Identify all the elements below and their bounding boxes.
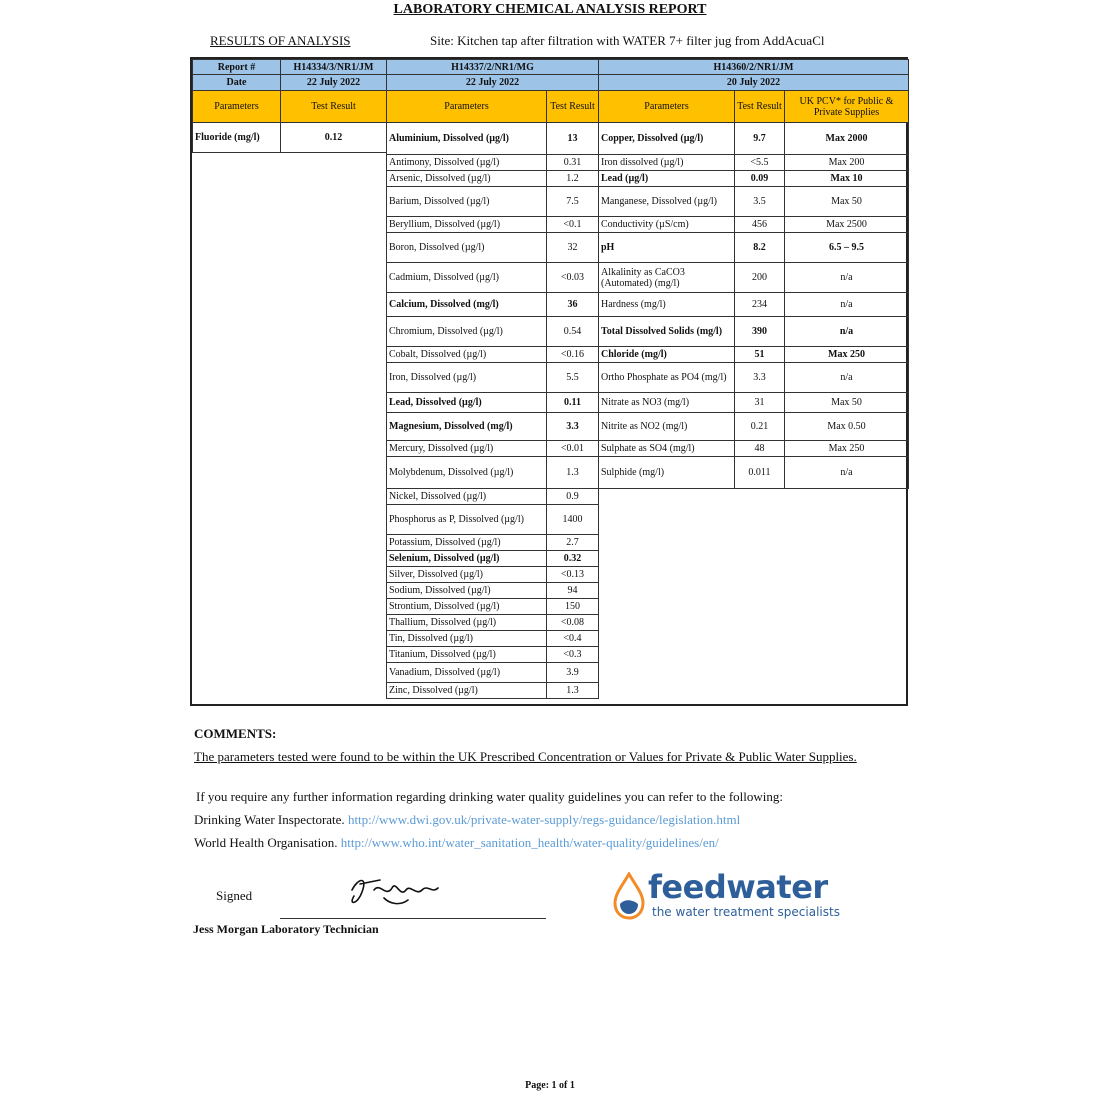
table-cell-param: Nickel, Dissolved (µg/l): [387, 489, 547, 505]
dwi-reference: [194, 812, 740, 828]
table-cell-value: 1400: [547, 505, 599, 535]
water-drop-icon: [612, 872, 646, 920]
signer-name: Jess Morgan Laboratory Technician: [193, 922, 379, 936]
table-cell-value: 0.21: [735, 413, 785, 441]
table-row: [387, 347, 599, 363]
param-header: Parameters: [387, 91, 547, 123]
table-row: [387, 489, 599, 505]
comments-heading: COMMENTS:: [194, 726, 277, 741]
param-header: Parameters: [599, 91, 735, 123]
result-header: Test Result: [547, 91, 599, 123]
who-link[interactable]: http://www.who.int/water_sanitation_health/water-quality/guidelines/en/: [340, 835, 719, 850]
table-cell-param: Barium, Dissolved (µg/l): [387, 187, 547, 217]
table-cell-value: 0.11: [547, 393, 599, 413]
table-row: [599, 441, 909, 457]
section3-table: [598, 59, 909, 489]
table-cell-param: Nitrite as NO2 (mg/l): [599, 413, 735, 441]
result-header: Test Result: [281, 91, 387, 123]
table-cell-value: 94: [547, 583, 599, 599]
table-row: [387, 171, 599, 187]
table-cell-value: 3.5: [735, 187, 785, 217]
table-cell-value: <0.01: [547, 441, 599, 457]
table-row: [599, 457, 909, 489]
table-cell-param: Strontium, Dissolved (µg/l): [387, 599, 547, 615]
table-cell-value: 3.9: [547, 663, 599, 683]
table-cell-value: 51: [735, 347, 785, 363]
report-date: 22 July 2022: [281, 75, 387, 91]
table-cell-param: Vanadium, Dissolved (µg/l): [387, 663, 547, 683]
param-header: Parameters: [193, 91, 281, 123]
table-cell-param: Chromium, Dissolved (µg/l): [387, 317, 547, 347]
table-row: [599, 363, 909, 393]
table-cell-value: 1.2: [547, 171, 599, 187]
table-cell-value: <0.03: [547, 263, 599, 293]
table-cell-param: Silver, Dissolved (µg/l): [387, 567, 547, 583]
table-row: [599, 393, 909, 413]
table-cell-param: Antimony, Dissolved (µg/l): [387, 155, 547, 171]
table-cell-param: Iron, Dissolved (µg/l): [387, 363, 547, 393]
table-cell-param: Alkalinity as CaCO3 (Automated) (mg/l): [599, 263, 735, 293]
table-cell-param: Cobalt, Dissolved (µg/l): [387, 347, 547, 363]
table-row: [599, 187, 909, 217]
table-cell-value: 150: [547, 599, 599, 615]
table-cell-value: 234: [735, 293, 785, 317]
section1-table: [192, 59, 387, 153]
table-cell-value: 3.3: [735, 363, 785, 393]
table-cell-param: Molybdenum, Dissolved (µg/l): [387, 457, 547, 489]
table-cell-limit: Max 2500: [785, 217, 909, 233]
table-row: [387, 599, 599, 615]
signature-line: [280, 918, 546, 919]
table-cell-limit: n/a: [785, 457, 909, 489]
table-cell-limit: Max 50: [785, 187, 909, 217]
table-cell-value: <0.08: [547, 615, 599, 631]
table-cell-value: 0.31: [547, 155, 599, 171]
table-cell-param: Iron dissolved (µg/l): [599, 155, 735, 171]
table-row: [387, 155, 599, 171]
table-cell-value: 1.3: [547, 683, 599, 699]
table-cell-param: Manganese, Dissolved (µg/l): [599, 187, 735, 217]
table-row: [599, 413, 909, 441]
table-row: [387, 583, 599, 599]
table-cell-param: Phosphorus as P, Dissolved (µg/l): [387, 505, 547, 535]
table-cell-param: Sulphide (mg/l): [599, 457, 735, 489]
table-row: [599, 347, 909, 363]
table-cell-param: pH: [599, 233, 735, 263]
table-cell-value: 5.5: [547, 363, 599, 393]
guidelines-info: If you require any further information regarding drinking water quality guidelines you can refer to the following:: [196, 789, 783, 804]
table-cell-value: 13: [547, 123, 599, 155]
table-cell-param: Lead, Dissolved (µg/l): [387, 393, 547, 413]
logo-tagline: the water treatment specialists: [652, 905, 840, 919]
signature-image: [340, 868, 450, 913]
table-row: [387, 567, 599, 583]
table-row: [599, 263, 909, 293]
table-row: [599, 293, 909, 317]
table-cell-value: 390: [735, 317, 785, 347]
table-row: [387, 615, 599, 631]
table-cell-param: Aluminium, Dissolved (µg/l): [387, 123, 547, 155]
table-cell-param: Copper, Dissolved (µg/l): [599, 123, 735, 155]
table-cell-value: 0.011: [735, 457, 785, 489]
comments-text: The parameters tested were found to be within the UK Prescribed Concentration or Values for Private & Public Water Supplies.: [194, 749, 857, 764]
table-cell-param: Selenium, Dissolved (µg/l): [387, 551, 547, 567]
table-row: [387, 413, 599, 441]
table-row: [387, 457, 599, 489]
table-cell-value: 200: [735, 263, 785, 293]
table-cell-param: Sulphate as SO4 (mg/l): [599, 441, 735, 457]
table-cell-param: Mercury, Dissolved (µg/l): [387, 441, 547, 457]
table-cell-param: Total Dissolved Solids (mg/l): [599, 317, 735, 347]
table-cell-param: Beryllium, Dissolved (µg/l): [387, 217, 547, 233]
table-cell-limit: Max 250: [785, 441, 909, 457]
table-row: [387, 187, 599, 217]
who-label: World Health Organisation.: [194, 835, 338, 850]
page-number: Page: 1 of 1: [525, 1080, 575, 1091]
limit-header: UK PCV* for Public & Private Supplies: [785, 91, 909, 123]
table-cell-value: 1.3: [547, 457, 599, 489]
table-row: [599, 317, 909, 347]
table-cell-param: Titanium, Dissolved (µg/l): [387, 647, 547, 663]
table-cell-value: 36: [547, 293, 599, 317]
table-cell-param: Tin, Dissolved (µg/l): [387, 631, 547, 647]
table-row: [387, 441, 599, 457]
table-cell-value: <0.3: [547, 647, 599, 663]
table-cell-limit: n/a: [785, 293, 909, 317]
table-cell-limit: Max 250: [785, 347, 909, 363]
table-row: [387, 363, 599, 393]
who-reference: [194, 835, 719, 851]
table-cell-value: <0.4: [547, 631, 599, 647]
table-cell-param: Cadmium, Dissolved (µg/l): [387, 263, 547, 293]
table-row: [387, 317, 599, 347]
table-cell-param: Calcium, Dissolved (mg/l): [387, 293, 547, 317]
table-cell-value: <0.16: [547, 347, 599, 363]
dwi-label: Drinking Water Inspectorate.: [194, 812, 345, 827]
table-row: [387, 683, 599, 699]
table-cell-limit: n/a: [785, 317, 909, 347]
table-cell-value: 3.3: [547, 413, 599, 441]
table-row: [387, 393, 599, 413]
table-cell-param: Potassium, Dissolved (µg/l): [387, 535, 547, 551]
table-cell-value: <5.5: [735, 155, 785, 171]
date-label: Date: [193, 75, 281, 91]
table-row: [599, 233, 909, 263]
dwi-link[interactable]: http://www.dwi.gov.uk/private-water-supply/regs-guidance/legislation.html: [347, 812, 741, 827]
table-row: [599, 217, 909, 233]
site-description: Site: Kitchen tap after filtration with WATER 7+ filter jug from AddAcuaCl: [430, 33, 825, 48]
table-cell-value: 8.2: [735, 233, 785, 263]
table-row: [387, 663, 599, 683]
table-cell-limit: Max 0.50: [785, 413, 909, 441]
table-row: [387, 293, 599, 317]
report-title: LABORATORY CHEMICAL ANALYSIS REPORT: [393, 2, 707, 17]
results-heading: RESULTS OF ANALYSIS: [210, 33, 351, 48]
table-cell-value: 0.54: [547, 317, 599, 347]
table-row: [387, 233, 599, 263]
table-cell-value: <0.1: [547, 217, 599, 233]
table-cell-limit: n/a: [785, 263, 909, 293]
results-table: [190, 57, 908, 706]
table-cell-value: 31: [735, 393, 785, 413]
table-row: [387, 551, 599, 567]
result-header: Test Result: [735, 91, 785, 123]
table-cell-limit: 6.5 – 9.5: [785, 233, 909, 263]
table-cell-param: Ortho Phosphate as PO4 (mg/l): [599, 363, 735, 393]
table-row: [387, 535, 599, 551]
report-id: H14334/3/NR1/JM: [281, 60, 387, 75]
table-cell-value: 2.7: [547, 535, 599, 551]
section2-table: [386, 59, 599, 699]
table-cell-limit: n/a: [785, 363, 909, 393]
table-row: [387, 123, 599, 155]
table-cell-value: 48: [735, 441, 785, 457]
table-cell-param: Arsenic, Dissolved (µg/l): [387, 171, 547, 187]
logo-wordmark: feedwater: [648, 868, 828, 906]
table-row: [599, 171, 909, 187]
table-cell-value: <0.13: [547, 567, 599, 583]
table-cell-param: Zinc, Dissolved (µg/l): [387, 683, 547, 699]
table-cell-param: Conductivity (µS/cm): [599, 217, 735, 233]
table-cell-param: Hardness (mg/l): [599, 293, 735, 317]
signed-label: Signed: [216, 888, 253, 903]
report-date: 22 July 2022: [387, 75, 599, 91]
table-cell-value: 0.9: [547, 489, 599, 505]
table-cell-param: Nitrate as NO3 (mg/l): [599, 393, 735, 413]
report-id: H14337/2/NR1/MG: [387, 60, 599, 75]
table-cell-value: 7.5: [547, 187, 599, 217]
table-cell-value: 32: [547, 233, 599, 263]
table-cell-limit: Max 10: [785, 171, 909, 187]
table-cell-limit: Max 200: [785, 155, 909, 171]
table-cell-value: 0.32: [547, 551, 599, 567]
table-row: [387, 263, 599, 293]
table-cell-param: Sodium, Dissolved (µg/l): [387, 583, 547, 599]
table-cell-limit: Max 50: [785, 393, 909, 413]
table-cell-param: Boron, Dissolved (µg/l): [387, 233, 547, 263]
table-row: [599, 155, 909, 171]
report-id: H14360/2/NR1/JM: [599, 60, 909, 75]
table-cell-value: 456: [735, 217, 785, 233]
table-cell-value: 0.09: [735, 171, 785, 187]
table-cell-value: 9.7: [735, 123, 785, 155]
report-date: 20 July 2022: [599, 75, 909, 91]
table-cell-param: Lead (µg/l): [599, 171, 735, 187]
table-cell-param: Thallium, Dissolved (µg/l): [387, 615, 547, 631]
table-cell-param: Fluoride (mg/l): [193, 123, 281, 153]
report-label: Report #: [193, 60, 281, 75]
table-cell-limit: Max 2000: [785, 123, 909, 155]
table-row: [387, 217, 599, 233]
table-cell-value: 0.12: [281, 123, 387, 153]
table-cell-param: Magnesium, Dissolved (mg/l): [387, 413, 547, 441]
table-row: [387, 631, 599, 647]
table-row: [599, 123, 909, 155]
table-cell-param: Chloride (mg/l): [599, 347, 735, 363]
table-row: [387, 505, 599, 535]
table-row: [387, 647, 599, 663]
